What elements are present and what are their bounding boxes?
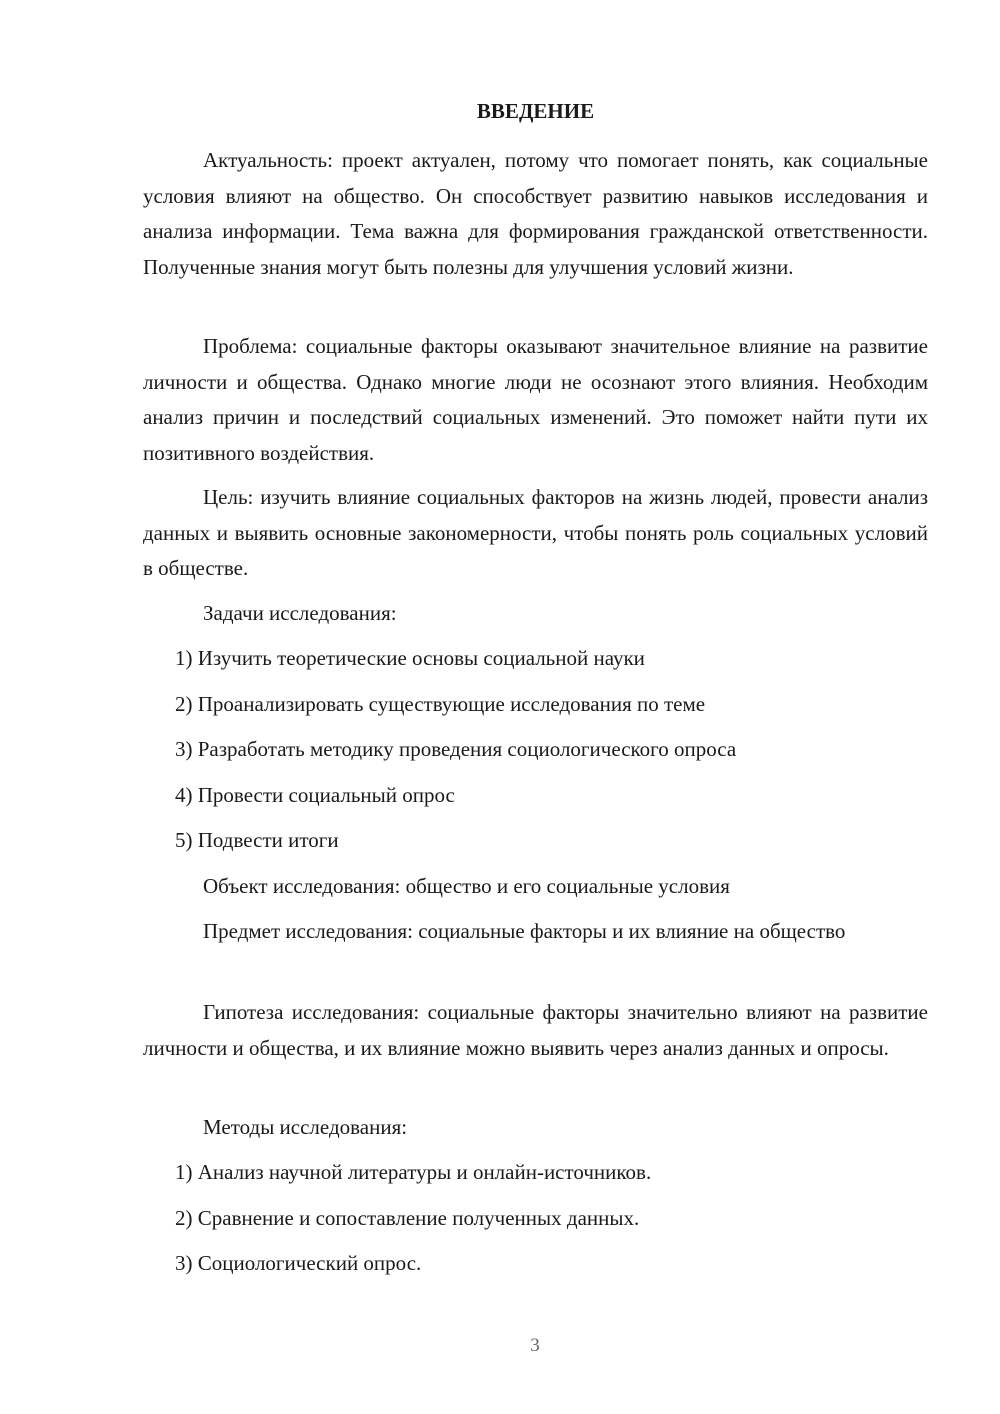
task-item: 2) Проанализировать существующие исследования по теме xyxy=(175,692,706,716)
hypothesis-paragraph: Гипотеза исследования: социальные факторы значительно влияют на развитие личности и общества, и их влияние можно выявить через анализ данных и опросы. xyxy=(143,1000,928,1060)
section-title: ВВЕДЕНИЕ xyxy=(476,99,595,123)
task-item: 3) Разработать методику проведения социологического опроса xyxy=(175,737,737,761)
tasks-heading: Задачи исследования: xyxy=(203,601,397,625)
method-item: 1) Анализ научной литературы и онлайн-источников. xyxy=(175,1160,652,1184)
object-line: Объект исследования: общество и его социальные условия xyxy=(203,874,730,898)
task-item: 1) Изучить теоретические основы социальной науки xyxy=(175,646,645,670)
problem-paragraph: Проблема: социальные факторы оказывают значительное влияние на развитие личности и общества. Однако многие люди не осознают этого влияния. Необходим анализ причин и последствий социальных изменений. Это поможет найти пути их позитивного воздействия. xyxy=(143,334,928,465)
relevance-paragraph: Актуальность: проект актуален, потому что помогает понять, как социальные условия влияют на общество. Он способствует развитию навыков исследования и анализа информации. Тема важна для формирования гражданской ответственности. Полученные знания могут быть полезны для улучшения условий жизни. xyxy=(143,148,928,279)
methods-heading: Методы исследования: xyxy=(203,1115,408,1139)
subject-paragraph: Предмет исследования: социальные факторы и их влияние на общество xyxy=(203,919,846,943)
page-number: 3 xyxy=(530,1335,540,1356)
method-item: 3) Социологический опрос. xyxy=(175,1251,422,1275)
task-item: 5) Подвести итоги xyxy=(175,828,339,852)
goal-paragraph: Цель: изучить влияние социальных факторов на жизнь людей, провести анализ данных и выявить основные закономерности, чтобы понять роль социальных условий в обществе. xyxy=(143,485,928,581)
task-item: 4) Провести социальный опрос xyxy=(175,783,455,807)
method-item: 2) Сравнение и сопоставление полученных данных. xyxy=(175,1206,640,1230)
